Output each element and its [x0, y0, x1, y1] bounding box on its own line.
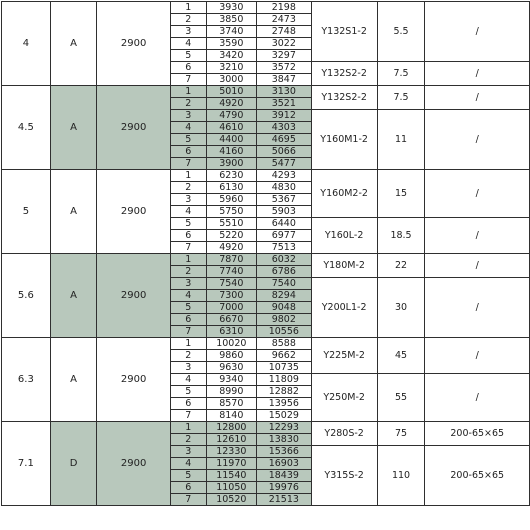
row-number-cell: 4	[170, 206, 206, 218]
row-number-cell: 1	[170, 2, 206, 14]
row-number-cell: 6	[170, 482, 206, 494]
pressure-cell: 2473	[256, 14, 311, 26]
extra-cell: /	[425, 338, 530, 374]
pressure-cell: 2748	[256, 26, 311, 38]
letter-cell: A	[50, 2, 97, 86]
pressure-cell: 8588	[256, 338, 311, 350]
motor-model-cell: Y200L1-2	[311, 278, 377, 338]
flow-cell: 6130	[206, 182, 256, 194]
motor-model-cell: Y132S1-2	[311, 2, 377, 62]
motor-model-cell: Y160M2-2	[311, 170, 377, 218]
flow-cell: 5010	[206, 86, 256, 98]
row-number-cell: 6	[170, 230, 206, 242]
row-number-cell: 1	[170, 254, 206, 266]
pressure-cell: 4303	[256, 122, 311, 134]
row-number-cell: 3	[170, 110, 206, 122]
fan-size-cell: 4.5	[2, 86, 51, 170]
flow-cell: 3210	[206, 62, 256, 74]
flow-cell: 4920	[206, 98, 256, 110]
pressure-cell: 3130	[256, 86, 311, 98]
pressure-cell: 7513	[256, 242, 311, 254]
flow-cell: 3930	[206, 2, 256, 14]
flow-cell: 7870	[206, 254, 256, 266]
flow-cell: 10020	[206, 338, 256, 350]
pressure-cell: 8294	[256, 290, 311, 302]
flow-cell: 8140	[206, 410, 256, 422]
flow-cell: 6670	[206, 314, 256, 326]
flow-cell: 9630	[206, 362, 256, 374]
letter-cell: A	[50, 86, 97, 170]
pressure-cell: 3912	[256, 110, 311, 122]
pressure-cell: 4830	[256, 182, 311, 194]
row-number-cell: 1	[170, 86, 206, 98]
flow-cell: 4920	[206, 242, 256, 254]
pressure-cell: 12293	[256, 422, 311, 434]
rpm-cell: 2900	[97, 422, 170, 506]
fan-size-cell: 4	[2, 2, 51, 86]
flow-cell: 10520	[206, 494, 256, 506]
extra-cell: 200-65×65	[425, 422, 530, 446]
pressure-cell: 18439	[256, 470, 311, 482]
pressure-cell: 21513	[256, 494, 311, 506]
extra-cell: /	[425, 278, 530, 338]
motor-power-cell: 30	[377, 278, 425, 338]
flow-cell: 4790	[206, 110, 256, 122]
pressure-cell: 2198	[256, 2, 311, 14]
pressure-cell: 3847	[256, 74, 311, 86]
pressure-cell: 16903	[256, 458, 311, 470]
pressure-cell: 4695	[256, 134, 311, 146]
row-number-cell: 5	[170, 386, 206, 398]
pressure-cell: 19976	[256, 482, 311, 494]
flow-cell: 7540	[206, 278, 256, 290]
letter-cell: A	[50, 170, 97, 254]
motor-model-cell: Y132S2-2	[311, 86, 377, 110]
flow-cell: 4610	[206, 122, 256, 134]
flow-cell: 5960	[206, 194, 256, 206]
row-number-cell: 2	[170, 182, 206, 194]
flow-cell: 5750	[206, 206, 256, 218]
letter-cell: D	[50, 422, 97, 506]
fan-performance-table	[1, 1, 530, 506]
flow-cell: 12800	[206, 422, 256, 434]
pressure-cell: 10556	[256, 326, 311, 338]
row-number-cell: 4	[170, 290, 206, 302]
motor-power-cell: 5.5	[377, 2, 425, 62]
row-number-cell: 2	[170, 434, 206, 446]
row-number-cell: 5	[170, 470, 206, 482]
pressure-cell: 6032	[256, 254, 311, 266]
row-number-cell: 4	[170, 38, 206, 50]
letter-cell: A	[50, 338, 97, 422]
row-number-cell: 7	[170, 410, 206, 422]
table-row	[2, 254, 530, 266]
pressure-cell: 11809	[256, 374, 311, 386]
row-number-cell: 7	[170, 74, 206, 86]
extra-cell: /	[425, 170, 530, 218]
row-number-cell: 6	[170, 146, 206, 158]
extra-cell: /	[425, 2, 530, 62]
flow-cell: 4160	[206, 146, 256, 158]
row-number-cell: 7	[170, 326, 206, 338]
motor-power-cell: 22	[377, 254, 425, 278]
extra-cell: /	[425, 374, 530, 422]
motor-power-cell: 110	[377, 446, 425, 506]
row-number-cell: 4	[170, 122, 206, 134]
flow-cell: 3000	[206, 74, 256, 86]
motor-power-cell: 11	[377, 110, 425, 170]
motor-model-cell: Y132S2-2	[311, 62, 377, 86]
motor-power-cell: 15	[377, 170, 425, 218]
row-number-cell: 6	[170, 62, 206, 74]
row-number-cell: 7	[170, 158, 206, 170]
rpm-cell: 2900	[97, 170, 170, 254]
row-number-cell: 3	[170, 446, 206, 458]
row-number-cell: 3	[170, 278, 206, 290]
rpm-cell: 2900	[97, 338, 170, 422]
flow-cell: 11540	[206, 470, 256, 482]
rpm-cell: 2900	[97, 2, 170, 86]
motor-model-cell: Y250M-2	[311, 374, 377, 422]
motor-power-cell: 75	[377, 422, 425, 446]
pressure-cell: 13830	[256, 434, 311, 446]
flow-cell: 12610	[206, 434, 256, 446]
motor-power-cell: 45	[377, 338, 425, 374]
motor-power-cell: 18.5	[377, 218, 425, 254]
row-number-cell: 3	[170, 362, 206, 374]
rpm-cell: 2900	[97, 254, 170, 338]
table-row	[2, 2, 530, 14]
pressure-cell: 10735	[256, 362, 311, 374]
motor-power-cell: 7.5	[377, 86, 425, 110]
fan-size-cell: 6.3	[2, 338, 51, 422]
pressure-cell: 4293	[256, 170, 311, 182]
flow-cell: 8990	[206, 386, 256, 398]
flow-cell: 3850	[206, 14, 256, 26]
flow-cell: 3590	[206, 38, 256, 50]
motor-model-cell: Y315S-2	[311, 446, 377, 506]
row-number-cell: 2	[170, 350, 206, 362]
row-number-cell: 2	[170, 266, 206, 278]
table-row	[2, 86, 530, 98]
flow-cell: 7300	[206, 290, 256, 302]
rpm-cell: 2900	[97, 86, 170, 170]
flow-cell: 12330	[206, 446, 256, 458]
row-number-cell: 4	[170, 374, 206, 386]
motor-power-cell: 55	[377, 374, 425, 422]
flow-cell: 5220	[206, 230, 256, 242]
letter-cell: A	[50, 254, 97, 338]
pressure-cell: 6977	[256, 230, 311, 242]
row-number-cell: 4	[170, 458, 206, 470]
pressure-cell: 6786	[256, 266, 311, 278]
pressure-cell: 7540	[256, 278, 311, 290]
flow-cell: 6230	[206, 170, 256, 182]
flow-cell: 9340	[206, 374, 256, 386]
motor-power-cell: 7.5	[377, 62, 425, 86]
pressure-cell: 5066	[256, 146, 311, 158]
pressure-cell: 13956	[256, 398, 311, 410]
flow-cell: 3900	[206, 158, 256, 170]
pressure-cell: 3572	[256, 62, 311, 74]
pressure-cell: 5477	[256, 158, 311, 170]
motor-model-cell: Y160L-2	[311, 218, 377, 254]
pressure-cell: 9802	[256, 314, 311, 326]
pressure-cell: 12882	[256, 386, 311, 398]
flow-cell: 4400	[206, 134, 256, 146]
pressure-cell: 9662	[256, 350, 311, 362]
extra-cell: /	[425, 110, 530, 170]
row-number-cell: 5	[170, 218, 206, 230]
row-number-cell: 2	[170, 14, 206, 26]
fan-size-cell: 5.6	[2, 254, 51, 338]
pressure-cell: 3297	[256, 50, 311, 62]
row-number-cell: 6	[170, 398, 206, 410]
extra-cell: /	[425, 86, 530, 110]
extra-cell: /	[425, 62, 530, 86]
row-number-cell: 6	[170, 314, 206, 326]
extra-cell: /	[425, 218, 530, 254]
pressure-cell: 5903	[256, 206, 311, 218]
pressure-cell: 3521	[256, 98, 311, 110]
row-number-cell: 3	[170, 194, 206, 206]
pressure-cell: 5367	[256, 194, 311, 206]
flow-cell: 11970	[206, 458, 256, 470]
pressure-cell: 9048	[256, 302, 311, 314]
pressure-cell: 6440	[256, 218, 311, 230]
row-number-cell: 2	[170, 98, 206, 110]
flow-cell: 11050	[206, 482, 256, 494]
flow-cell: 3740	[206, 26, 256, 38]
extra-cell: 200-65×65	[425, 446, 530, 506]
flow-cell: 3420	[206, 50, 256, 62]
flow-cell: 7740	[206, 266, 256, 278]
row-number-cell: 1	[170, 422, 206, 434]
flow-cell: 9860	[206, 350, 256, 362]
row-number-cell: 5	[170, 50, 206, 62]
row-number-cell: 7	[170, 494, 206, 506]
table-row	[2, 170, 530, 182]
motor-model-cell: Y225M-2	[311, 338, 377, 374]
flow-cell: 6310	[206, 326, 256, 338]
row-number-cell: 3	[170, 26, 206, 38]
pressure-cell: 15029	[256, 410, 311, 422]
motor-model-cell: Y180M-2	[311, 254, 377, 278]
motor-model-cell: Y160M1-2	[311, 110, 377, 170]
fan-size-cell: 5	[2, 170, 51, 254]
flow-cell: 5510	[206, 218, 256, 230]
motor-model-cell: Y280S-2	[311, 422, 377, 446]
pressure-cell: 15366	[256, 446, 311, 458]
row-number-cell: 7	[170, 242, 206, 254]
table-row	[2, 422, 530, 434]
pressure-cell: 3022	[256, 38, 311, 50]
row-number-cell: 5	[170, 302, 206, 314]
extra-cell: /	[425, 254, 530, 278]
table-row	[2, 338, 530, 350]
fan-size-cell: 7.1	[2, 422, 51, 506]
flow-cell: 7000	[206, 302, 256, 314]
row-number-cell: 1	[170, 338, 206, 350]
flow-cell: 8570	[206, 398, 256, 410]
row-number-cell: 5	[170, 134, 206, 146]
row-number-cell: 1	[170, 170, 206, 182]
